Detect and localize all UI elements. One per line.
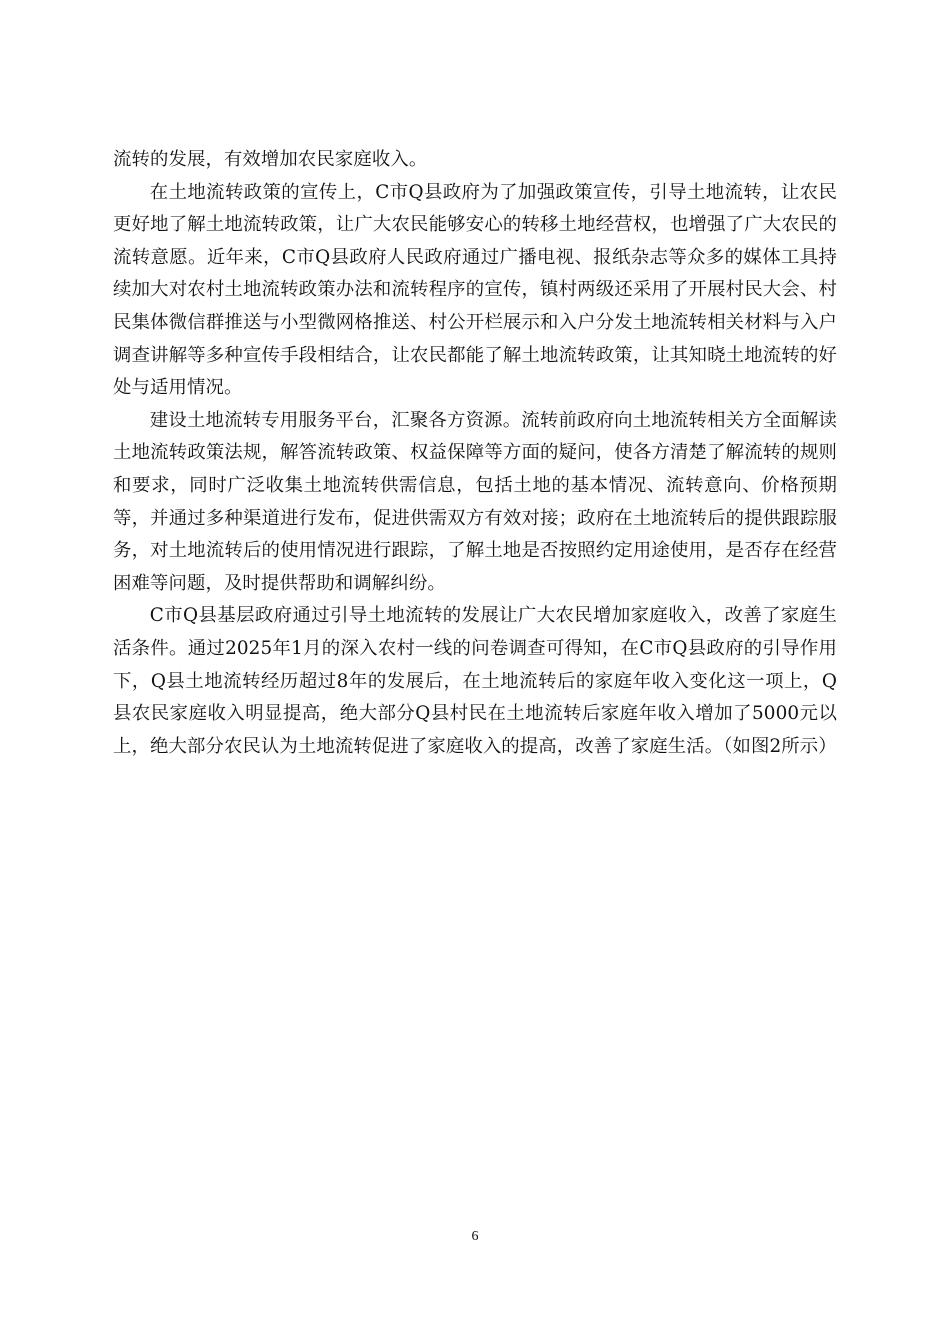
body-text (113, 144, 837, 763)
paragraph-service-platform: 建设土地流转专用服务平台，汇聚各方资源。流转前政府向土地流转相关方全面解读土地流转政策法规，解答流转政策、权益保障等方面的疑问，使各方清楚了解流转的规则和要求，同时广泛收集土地流转供需信息，包括土地的基本情况、流转意向、价格预期等，并通过多种渠道进行发布，促进供需双方有效对接；政府在土地流转后的提供跟踪服务，对土地流转后的使用情况进行跟踪，了解土地是否按照约定用途使用，是否存在经营困难等问题，及时提供帮助和调解纠纷。 (113, 409, 837, 594)
paragraph-income-survey: C市Q县基层政府通过引导土地流转的发展让广大农民增加家庭收入，改善了家庭生活条件。通过2025年1月的深入农村一线的问卷调查可得知，在C市Q县政府的引导作用下，Q县土地流转经历超过8年的发展后，在土地流转后的家庭年收入变化这一项上，Q县农民家庭收入明显提高，绝大部分Q县村民在土地流转后家庭年收入增加了5000元以上，绝大部分农民认为土地流转促进了家庭收入的提高，改善了家庭生活。（如图2所示） (113, 605, 837, 757)
page-number: 6 (471, 1229, 479, 1244)
paragraph-policy-publicity: 在土地流转政策的宣传上，C市Q县政府为了加强政策宣传，引导土地流转，让农民更好地了解土地流转政策，让广大农民能够安心的转移土地经营权，也增强了广大农民的流转意愿。近年来，C市Q县政府人民政府通过广播电视、报纸杂志等众多的媒体工具持续加大对农村土地流转政策办法和流转程序的宣传，镇村两级还采用了开展村民大会、村民集体微信群推送与小型微网格推送、村公开栏展示和入户分发土地流转相关材料与入户调查讲解等多种宣传手段相结合，让农民都能了解土地流转政策，让其知晓土地流转的好处与适用情况。 (113, 181, 837, 399)
paragraph-continuation: 流转的发展，有效增加农民家庭收入。 (113, 149, 428, 170)
